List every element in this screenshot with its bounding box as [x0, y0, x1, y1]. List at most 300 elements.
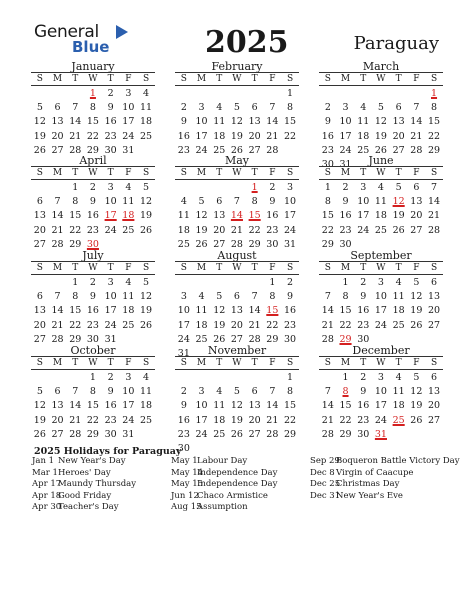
- holiday-day-cell: 1: [251, 182, 258, 193]
- day-cell: 14: [266, 116, 279, 128]
- day-cell: 28: [321, 333, 334, 345]
- day-cell: 4: [125, 277, 132, 288]
- weekday-label: S: [324, 168, 331, 178]
- day-cell: 21: [266, 414, 279, 426]
- day-cell: 30: [357, 428, 370, 440]
- weekday-label: S: [142, 263, 150, 273]
- country-title: Paraguay: [353, 33, 439, 54]
- divider: [175, 166, 299, 167]
- divider: [319, 85, 443, 86]
- day-cell: 11: [122, 196, 135, 208]
- day-cell: 24: [374, 319, 387, 331]
- weekday-label: S: [430, 358, 438, 368]
- day-cell: 12: [410, 291, 423, 303]
- day-cell: 14: [69, 400, 82, 412]
- day-cell: 20: [248, 414, 261, 426]
- weekday-label: T: [72, 358, 79, 368]
- day-cell: 13: [248, 400, 261, 412]
- day-cell: 21: [321, 414, 334, 426]
- day-cell: 20: [51, 130, 64, 142]
- divider: [319, 166, 443, 167]
- day-cell: 29: [427, 144, 441, 156]
- day-cell: 27: [51, 144, 64, 156]
- holiday-name: Heroes' Day: [58, 467, 111, 478]
- weekday-label: W: [88, 263, 98, 273]
- divider: [175, 274, 299, 275]
- day-cell: 30: [86, 333, 99, 345]
- weekday-label: S: [180, 358, 187, 368]
- day-cell: 24: [339, 144, 352, 156]
- holiday-name: Maundy Thursday: [58, 479, 137, 490]
- weekday-label: S: [286, 168, 294, 178]
- day-cell: 27: [33, 333, 46, 345]
- month-name: June: [368, 154, 394, 167]
- day-cell: 20: [248, 130, 261, 142]
- day-cell: 12: [195, 210, 208, 222]
- day-cell: 26: [139, 224, 153, 236]
- day-cell: 12: [374, 116, 387, 128]
- logo-blue-text: Blue: [72, 38, 110, 56]
- day-cell: 13: [51, 116, 64, 128]
- weekday-label: F: [269, 263, 276, 273]
- day-cell: 23: [104, 414, 117, 426]
- day-cell: 14: [248, 305, 261, 317]
- day-cell: 15: [321, 210, 334, 222]
- day-cell: 20: [392, 130, 405, 142]
- day-cell: 17: [122, 400, 135, 412]
- day-cell: 17: [283, 210, 297, 222]
- month-name: September: [350, 249, 412, 262]
- month-name: May: [224, 154, 250, 167]
- day-cell: 17: [177, 319, 190, 331]
- weekday-label: M: [340, 358, 351, 368]
- day-cell: 26: [392, 224, 405, 236]
- day-cell: 16: [104, 116, 117, 128]
- day-cell: 17: [195, 414, 208, 426]
- day-cell: 13: [410, 196, 423, 208]
- holiday-day-cell: 17: [104, 210, 117, 222]
- day-cell: 19: [374, 130, 387, 142]
- day-cell: 24: [195, 428, 208, 440]
- day-cell: 24: [195, 144, 208, 156]
- day-cell: 10: [104, 196, 117, 208]
- day-cell: 18: [392, 305, 405, 317]
- day-cell: 8: [287, 102, 294, 114]
- day-cell: 18: [139, 400, 153, 412]
- weekday-label: T: [360, 358, 367, 368]
- day-cell: 3: [125, 372, 132, 383]
- day-cell: 6: [36, 196, 43, 208]
- weekday-label: S: [286, 358, 294, 368]
- divider: [175, 85, 299, 86]
- holiday-name: New Year's Day: [58, 456, 126, 466]
- holiday-date: Apr 17: [32, 479, 62, 490]
- weekday-label: F: [413, 358, 420, 368]
- month-name: March: [362, 60, 400, 73]
- day-cell: 31: [104, 333, 117, 345]
- weekday-label: W: [376, 168, 386, 178]
- day-cell: 29: [339, 428, 352, 440]
- weekday-label: F: [413, 74, 420, 84]
- weekday-label: T: [395, 74, 402, 84]
- holiday-day-cell: 15: [248, 210, 261, 222]
- divider: [319, 369, 443, 370]
- day-cell: 7: [324, 386, 331, 398]
- day-cell: 9: [180, 116, 187, 128]
- holiday-date: Jan 1: [32, 456, 55, 466]
- day-cell: 2: [89, 182, 96, 193]
- divider: [31, 166, 155, 167]
- weekday-label: T: [395, 168, 402, 178]
- weekday-label: T: [107, 358, 114, 368]
- day-cell: 12: [139, 291, 153, 303]
- day-cell: 4: [125, 182, 132, 193]
- day-cell: 24: [283, 224, 297, 236]
- day-cell: 23: [86, 319, 99, 331]
- day-cell: 26: [410, 319, 423, 331]
- day-cell: 11: [213, 400, 226, 412]
- day-cell: 13: [230, 305, 243, 317]
- day-cell: 28: [69, 428, 82, 440]
- day-cell: 16: [283, 305, 297, 317]
- day-cell: 21: [410, 130, 423, 142]
- day-cell: 6: [251, 102, 258, 114]
- day-cell: 16: [86, 210, 99, 222]
- day-cell: 4: [395, 277, 402, 288]
- holiday-name: Assumption: [197, 502, 248, 513]
- weekday-label: F: [413, 168, 420, 178]
- day-cell: 22: [69, 319, 82, 331]
- day-cell: 5: [198, 196, 205, 208]
- day-cell: 25: [195, 333, 208, 345]
- day-cell: 22: [427, 130, 441, 142]
- day-cell: 19: [33, 130, 46, 142]
- divider: [31, 179, 155, 180]
- day-cell: 7: [72, 386, 79, 398]
- day-cell: 24: [104, 319, 117, 331]
- holiday-day-cell: 31: [374, 428, 387, 440]
- day-cell: 22: [69, 224, 82, 236]
- day-cell: 16: [266, 210, 279, 222]
- day-cell: 18: [374, 210, 387, 222]
- weekday-label: S: [36, 168, 43, 178]
- weekday-label: W: [232, 168, 242, 178]
- day-cell: 15: [86, 400, 99, 412]
- day-cell: 15: [339, 400, 352, 412]
- day-cell: 29: [86, 144, 99, 156]
- month-may: [175, 154, 299, 249]
- day-cell: 9: [360, 291, 367, 303]
- day-cell: 4: [180, 196, 187, 208]
- day-cell: 1: [342, 372, 349, 383]
- day-cell: 23: [86, 224, 99, 236]
- day-cell: 3: [198, 386, 205, 398]
- day-cell: 5: [413, 372, 420, 383]
- day-cell: 1: [72, 277, 79, 288]
- day-cell: 27: [230, 333, 243, 345]
- day-cell: 15: [427, 116, 441, 128]
- day-cell: 10: [357, 196, 370, 208]
- day-cell: 14: [321, 400, 334, 412]
- weekday-label: S: [142, 168, 150, 178]
- day-cell: 27: [427, 414, 441, 426]
- weekday-label: T: [216, 263, 223, 273]
- day-cell: 10: [339, 116, 352, 128]
- day-cell: 21: [248, 319, 261, 331]
- day-cell: 31: [122, 144, 135, 156]
- weekday-label: S: [324, 74, 331, 84]
- divider: [319, 356, 443, 357]
- day-cell: 21: [321, 319, 334, 331]
- holiday-day-cell: 25: [392, 414, 405, 426]
- day-cell: 27: [410, 224, 423, 236]
- divider: [31, 85, 155, 86]
- day-cell: 18: [392, 400, 405, 412]
- day-cell: 30: [321, 159, 334, 170]
- day-cell: 17: [357, 210, 370, 222]
- weekday-label: T: [251, 74, 258, 84]
- day-cell: 19: [230, 414, 243, 426]
- day-cell: 14: [410, 116, 423, 128]
- divider: [31, 261, 155, 262]
- day-cell: 28: [321, 428, 334, 440]
- day-cell: 6: [36, 291, 43, 303]
- day-cell: 17: [374, 400, 387, 412]
- day-cell: 8: [89, 102, 96, 114]
- day-cell: 2: [269, 182, 276, 193]
- day-cell: 2: [180, 386, 187, 398]
- day-cell: 29: [321, 238, 334, 250]
- day-cell: 20: [51, 414, 64, 426]
- day-cell: 26: [230, 144, 243, 156]
- weekday-label: T: [216, 168, 223, 178]
- weekday-label: T: [72, 263, 79, 273]
- day-cell: 20: [410, 210, 423, 222]
- day-cell: 1: [287, 88, 294, 99]
- day-cell: 20: [427, 400, 441, 412]
- day-cell: 20: [33, 319, 46, 331]
- weekday-label: M: [196, 358, 207, 368]
- divider: [175, 72, 299, 73]
- day-cell: 8: [251, 196, 258, 208]
- divider: [31, 356, 155, 357]
- weekday-label: W: [376, 358, 386, 368]
- weekday-label: W: [232, 358, 242, 368]
- divider: [175, 179, 299, 180]
- day-cell: 1: [72, 182, 79, 193]
- divider: [175, 261, 299, 262]
- weekday-label: T: [395, 263, 402, 273]
- day-cell: 25: [213, 144, 226, 156]
- day-cell: 20: [33, 224, 46, 236]
- day-cell: 28: [248, 333, 261, 345]
- month-name: August: [217, 249, 257, 262]
- holiday-day-cell: 18: [122, 210, 135, 222]
- day-cell: 6: [54, 386, 61, 398]
- holiday-date: Dec 25: [310, 479, 341, 490]
- weekday-label: F: [125, 74, 132, 84]
- day-cell: 12: [33, 400, 46, 412]
- month-september: [319, 249, 443, 344]
- day-cell: 2: [180, 102, 187, 114]
- day-cell: 28: [69, 144, 82, 156]
- day-cell: 12: [230, 116, 243, 128]
- month-april: [31, 154, 155, 249]
- weekday-label: S: [324, 263, 331, 273]
- divider: [319, 261, 443, 262]
- divider: [175, 369, 299, 370]
- day-cell: 30: [104, 144, 117, 156]
- day-cell: 23: [177, 428, 190, 440]
- day-cell: 30: [357, 333, 370, 345]
- day-cell: 13: [51, 400, 64, 412]
- day-cell: 19: [410, 400, 423, 412]
- day-cell: 12: [139, 196, 153, 208]
- day-cell: 31: [339, 159, 352, 170]
- weekday-label: M: [340, 263, 351, 273]
- day-cell: 16: [357, 305, 370, 317]
- day-cell: 16: [86, 305, 99, 317]
- day-cell: 23: [357, 414, 370, 426]
- month-name: April: [79, 154, 107, 167]
- day-cell: 5: [413, 277, 420, 288]
- day-cell: 22: [266, 319, 279, 331]
- weekday-label: S: [180, 74, 187, 84]
- day-cell: 15: [69, 210, 82, 222]
- day-cell: 25: [139, 130, 153, 142]
- weekday-label: F: [413, 263, 420, 273]
- month-january: [31, 60, 155, 155]
- day-cell: 8: [72, 196, 79, 208]
- holiday-date: May 1: [171, 456, 198, 466]
- day-cell: 14: [266, 400, 279, 412]
- holiday-date: Mar 1: [32, 467, 58, 478]
- day-cell: 28: [230, 238, 243, 250]
- weekday-label: W: [232, 74, 242, 84]
- day-cell: 26: [213, 333, 226, 345]
- weekday-label: S: [36, 358, 43, 368]
- day-cell: 4: [360, 102, 367, 114]
- holiday-day-cell: 14: [230, 210, 243, 222]
- day-cell: 4: [216, 102, 223, 114]
- weekday-label: M: [52, 263, 63, 273]
- day-cell: 9: [269, 196, 276, 208]
- weekday-label: W: [376, 74, 386, 84]
- day-cell: 21: [427, 210, 441, 222]
- day-cell: 21: [69, 130, 82, 142]
- day-cell: 23: [321, 144, 334, 156]
- weekday-label: F: [125, 358, 132, 368]
- day-cell: 23: [266, 224, 279, 236]
- day-cell: 24: [122, 130, 135, 142]
- day-cell: 16: [339, 210, 352, 222]
- day-cell: 29: [266, 333, 279, 345]
- day-cell: 11: [139, 386, 153, 398]
- day-cell: 7: [251, 291, 258, 303]
- day-cell: 13: [427, 291, 441, 303]
- day-cell: 6: [431, 372, 438, 383]
- day-cell: 18: [177, 224, 190, 236]
- day-cell: 9: [107, 386, 114, 398]
- day-cell: 9: [89, 196, 96, 208]
- day-cell: 9: [180, 400, 187, 412]
- day-cell: 8: [287, 386, 294, 398]
- weekday-label: M: [196, 263, 207, 273]
- holiday-date: Jun 12: [171, 490, 199, 501]
- holiday-name: Independence Day: [197, 467, 278, 478]
- day-cell: 22: [339, 414, 352, 426]
- day-cell: 3: [125, 88, 132, 99]
- day-cell: 19: [195, 224, 208, 236]
- logo-triangle-icon: [116, 25, 128, 39]
- weekday-label: T: [251, 168, 258, 178]
- holidays-title: 2025 Holidays for Paraguay: [34, 446, 182, 457]
- day-cell: 24: [357, 224, 370, 236]
- day-cell: 3: [107, 182, 114, 193]
- day-cell: 8: [89, 386, 96, 398]
- holiday-name: Virgin of Caacupe: [336, 467, 414, 478]
- day-cell: 14: [69, 116, 82, 128]
- weekday-label: W: [88, 168, 98, 178]
- divider: [31, 369, 155, 370]
- weekday-label: S: [324, 358, 331, 368]
- weekday-label: T: [216, 358, 223, 368]
- day-cell: 6: [233, 291, 240, 303]
- day-cell: 15: [69, 305, 82, 317]
- day-cell: 2: [342, 182, 349, 193]
- day-cell: 28: [266, 428, 279, 440]
- month-november: [175, 344, 299, 454]
- weekday-label: T: [107, 263, 114, 273]
- day-cell: 9: [324, 116, 331, 128]
- month-december: [319, 344, 443, 439]
- day-cell: 27: [427, 319, 441, 331]
- day-cell: 1: [89, 372, 96, 383]
- day-cell: 10: [283, 196, 297, 208]
- day-cell: 8: [72, 291, 79, 303]
- day-cell: 9: [360, 386, 367, 398]
- day-cell: 20: [213, 224, 226, 236]
- day-cell: 4: [395, 372, 402, 383]
- day-cell: 7: [54, 196, 61, 208]
- day-cell: 10: [177, 305, 190, 317]
- day-cell: 16: [357, 400, 370, 412]
- day-cell: 15: [283, 116, 297, 128]
- day-cell: 17: [104, 305, 117, 317]
- month-name: November: [207, 344, 267, 357]
- day-cell: 4: [143, 372, 150, 383]
- day-cell: 10: [195, 116, 208, 128]
- day-cell: 7: [269, 102, 276, 114]
- day-cell: 10: [122, 386, 135, 398]
- day-cell: 4: [198, 291, 205, 303]
- day-cell: 1: [342, 277, 349, 288]
- weekday-label: F: [125, 263, 132, 273]
- day-cell: 1: [269, 277, 276, 288]
- day-cell: 24: [374, 414, 387, 426]
- divider: [31, 274, 155, 275]
- day-cell: 9: [107, 102, 114, 114]
- day-cell: 17: [122, 116, 135, 128]
- day-cell: 11: [357, 116, 370, 128]
- holiday-day-cell: 15: [266, 305, 279, 317]
- weekday-label: T: [251, 263, 258, 273]
- day-cell: 30: [266, 238, 279, 250]
- day-cell: 16: [177, 130, 190, 142]
- day-cell: 9: [342, 196, 349, 208]
- holiday-date: Aug 15: [171, 502, 202, 513]
- holiday-name: Teacher's Day: [58, 502, 119, 513]
